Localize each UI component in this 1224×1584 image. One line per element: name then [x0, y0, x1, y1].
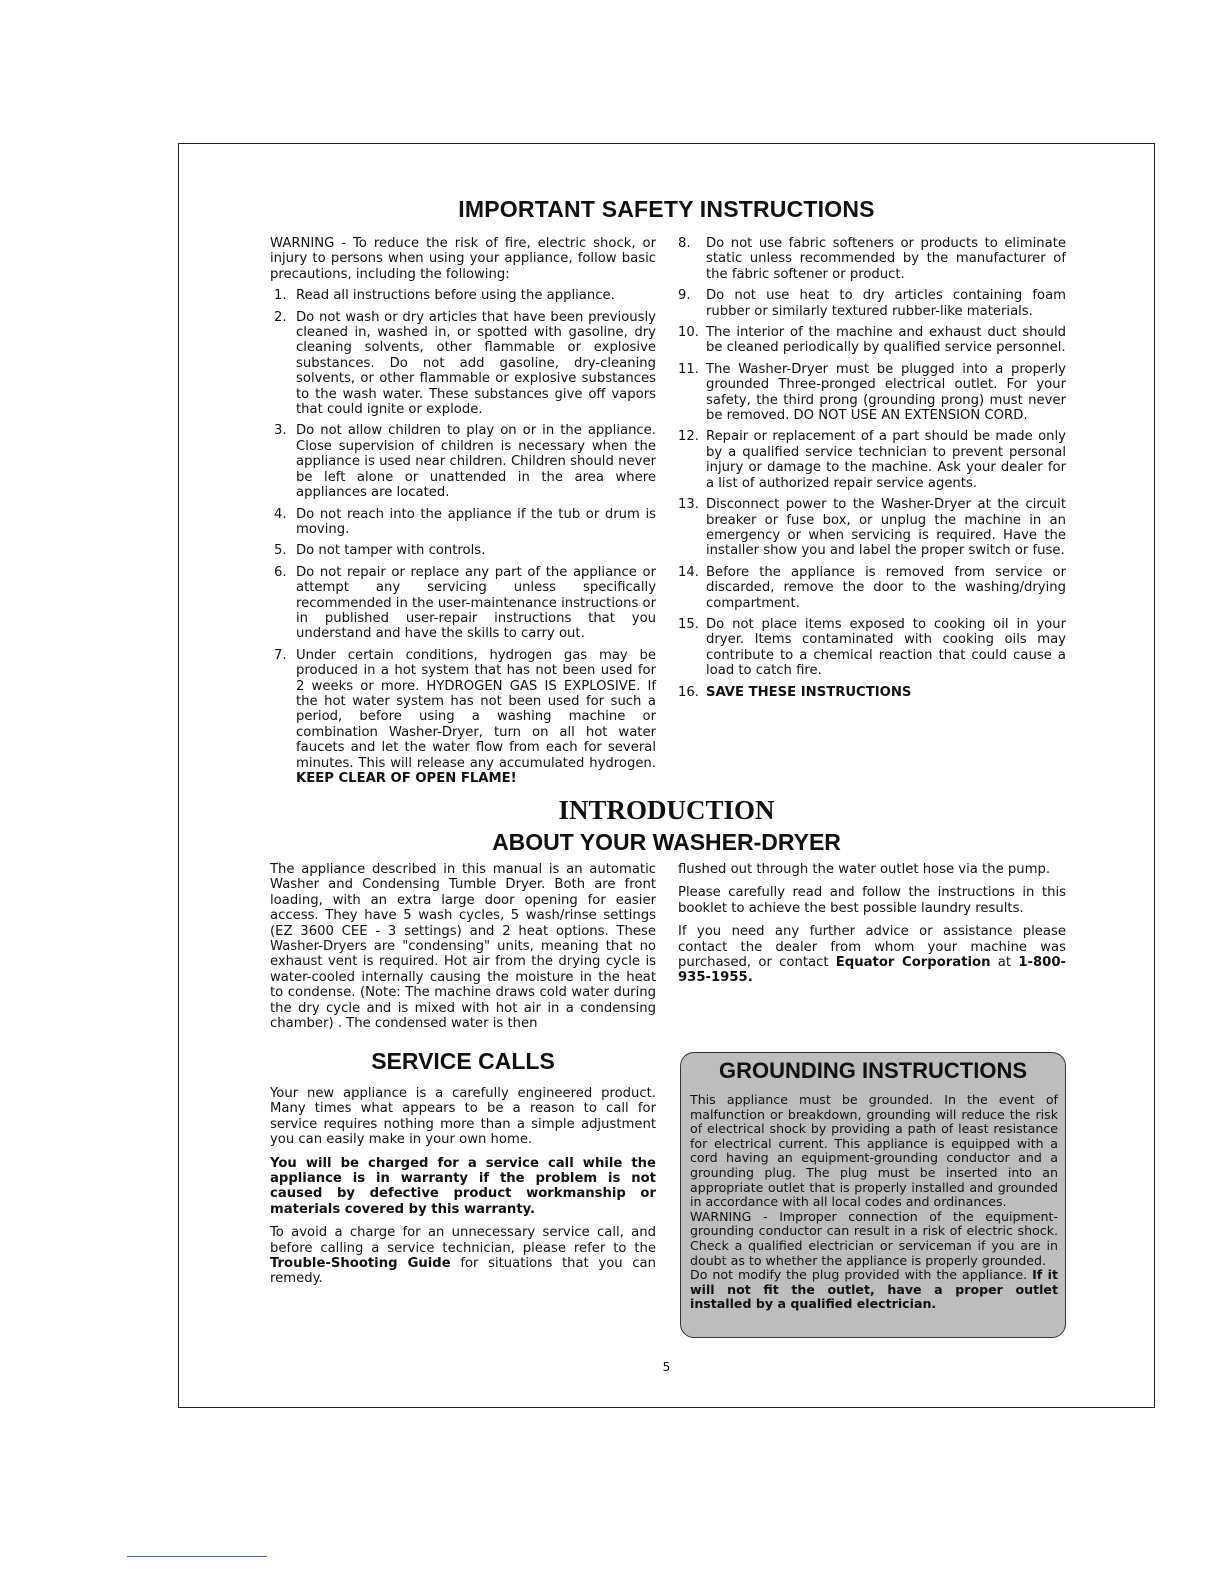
page-number: 5 — [662, 1360, 671, 1374]
safety-list-right — [678, 236, 1066, 700]
grounding-paragraph-3: Do not modify the plug provided with the appliance. If it will not fit the outlet, have a proper outlet installed by a qualified electrician. — [690, 1267, 1058, 1312]
safety-item-7: 7. Under certain conditions, hydrogen gas may be produced in a hot system that has not been used for 2 weeks or more. HYDROGEN GAS IS EXPLOSIVE. If the hot water system has not been used for such a period, before using a washing machine or combination Washer-Dryer, turn on all hot water faucets and let the water flow from each for several minutes. This will release any accumulated hydrogen. KEEP CLEAR OF OPEN FLAME! — [274, 647, 656, 786]
service-section — [270, 1086, 656, 1295]
grounding-paragraph-1: This appliance must be grounded. In the event of malfunction or breakdown, grounding will reduce the risk of electrical shock by providing a path of least resistance for electrical current. This appliance is equipped with a cord having an equipment-grounding conductor and a grounding plug. The plug must be inserted into an appropriate outlet that is properly installed and grounded in accordance with all local codes and ordinances. — [690, 1092, 1058, 1210]
service-warranty-notice: You will be charged for a service call while the appliance is in warranty if the problem is not caused by defective product workmanship or materials covered by this warranty. — [270, 1155, 656, 1217]
about-title: ABOUT YOUR WASHER-DRYER — [492, 829, 841, 855]
safety-item-15: 15. Do not place items exposed to cooking oil in your dryer. Items contaminated with cooking oils may contribute to a chemical reaction that could cause a load to catch fire. — [678, 616, 1066, 679]
about-left-column — [270, 862, 656, 1031]
service-title: SERVICE CALLS — [371, 1048, 555, 1074]
safety-item-4: 4. Do not reach into the appliance if the tub or drum is moving. — [274, 506, 656, 537]
safety-list-left — [270, 288, 656, 786]
safety-title: IMPORTANT SAFETY INSTRUCTIONS — [458, 196, 875, 222]
safety-warning: WARNING - To reduce the risk of fire, electric shock, or injury to persons when using your appliance, follow basic precautions, including the following: — [270, 236, 656, 282]
safety-item-12: 12. Repair or replacement of a part should be made only by a qualified service technician to prevent personal injury or damage to the machine. Ask your dealer for a list of authorized repair service agents. — [678, 429, 1066, 491]
service-paragraph-1: Your new appliance is a carefully engineered product. Many times what appears to be a reason to call for service requires nothing more than a simple adjustment you can easily make in your own home. — [270, 1086, 656, 1148]
safety-item-9: 9. Do not use heat to dry articles containing foam rubber or similarly textured rubber-like materials. — [678, 288, 1066, 319]
keep-clear-warning: KEEP CLEAR OF OPEN FLAME! — [296, 771, 517, 786]
safety-item-8: 8. Do not use fabric softeners or products to eliminate static unless recommended by the manufacturer of the fabric softener or product. — [678, 236, 1066, 282]
safety-item-10: 10. The interior of the machine and exhaust duct should be cleaned periodically by qualified service personnel. — [678, 325, 1066, 356]
safety-left-column — [270, 236, 656, 792]
grounding-text — [690, 1093, 1058, 1312]
trouble-shooting-guide-ref: Trouble-Shooting Guide — [270, 1256, 451, 1272]
about-contact: If you need any further advice or assistance please contact the dealer from whom your machine was purchased, or contact Equator Corporation at 1-800-935-1955. — [678, 924, 1066, 986]
introduction-title: INTRODUCTION — [558, 795, 775, 825]
safety-item-13: 13. Disconnect power to the Washer-Dryer at the circuit breaker or fuse box, or unplug the machine in an emergency or when servicing is required. Have the installer show you and label the proper switch or fuse. — [678, 497, 1066, 559]
about-paragraph: The appliance described in this manual is an automatic Washer and Condensing Tumble Dryer. Both are front loading, with an extra large door opening for easier access. They have 5 wash cycles, 5 wash/rinse settings (EZ 3600 CEE - 3 settings) and 2 heat options. These Washer-Dryers are "condensing" units, meaning that no exhaust vent is required. Hot air from the drying cycle is water-cooled internally causing the moisture in the heat to condense. (Note: The machine draws cold water during the dry cycle and is mixed with hot air in a condensing chamber) . The condensed water is then — [270, 862, 656, 1032]
grounding-warning: WARNING - Improper connection of the equipment-grounding conductor can result in a risk of electric shock. Check a qualified electrician or serviceman if you are in doubt as to whether the appliance is properly grounded. — [690, 1208, 1058, 1268]
about-right-column — [678, 862, 1066, 994]
service-paragraph-3: To avoid a charge for an unnecessary service call, and before calling a service technician, please refer to the Trouble-Shooting Guide for situations that you can remedy. — [270, 1225, 656, 1287]
safety-right-column — [678, 236, 1066, 706]
about-read-instructions: Please carefully read and follow the instructions in this booklet to achieve the best possible laundry results. — [678, 885, 1066, 916]
safety-item-11: 11. The Washer-Dryer must be plugged into a properly grounded Three-pronged electrical outlet. For your safety, the third prong (grounding prong) must never be removed. DO NOT USE AN EXTENSION CORD. — [678, 361, 1066, 424]
safety-item-1: 1. Read all instructions before using the appliance. — [274, 288, 615, 304]
safety-item-16: 16. SAVE THESE INSTRUCTIONS — [678, 684, 912, 700]
save-instructions: SAVE THESE INSTRUCTIONS — [706, 684, 912, 700]
phone-number: 1-800-935-1955. — [678, 955, 1066, 986]
safety-item-2: 2. Do not wash or dry articles that have been previously cleaned in, washed in, or spotted with gasoline, dry cleaning solvents, other flammable or explosive substances. Do not add gasoline, dry-cleaning solvents, or other flammable or explosive substances to the wash water. These substances give off vapors that could ignite or explode. — [274, 309, 656, 418]
safety-item-6: 6. Do not repair or replace any part of the appliance or attempt any servicing unless specifically recommended in the user-maintenance instructions or in published user-repair instructions that you understand and have the skills to carry out. — [274, 564, 656, 642]
about-continued: flushed out through the water outlet hose via the pump. — [678, 862, 1051, 877]
safety-item-5: 5. Do not tamper with controls. — [274, 543, 486, 559]
footer-link-rule — [127, 1556, 267, 1557]
grounding-title: GROUNDING INSTRUCTIONS — [719, 1058, 1027, 1083]
safety-item-14: 14. Before the appliance is removed from service or discarded, remove the door to the washing/drying compartment. — [678, 564, 1066, 611]
safety-item-3: 3. Do not allow children to play on or in the appliance. Close supervision of children is necessary when the appliance is used near children. Children should never be left alone or unattended in the area where appliances are located. — [274, 423, 656, 501]
company-name: Equator Corporation — [835, 955, 991, 971]
